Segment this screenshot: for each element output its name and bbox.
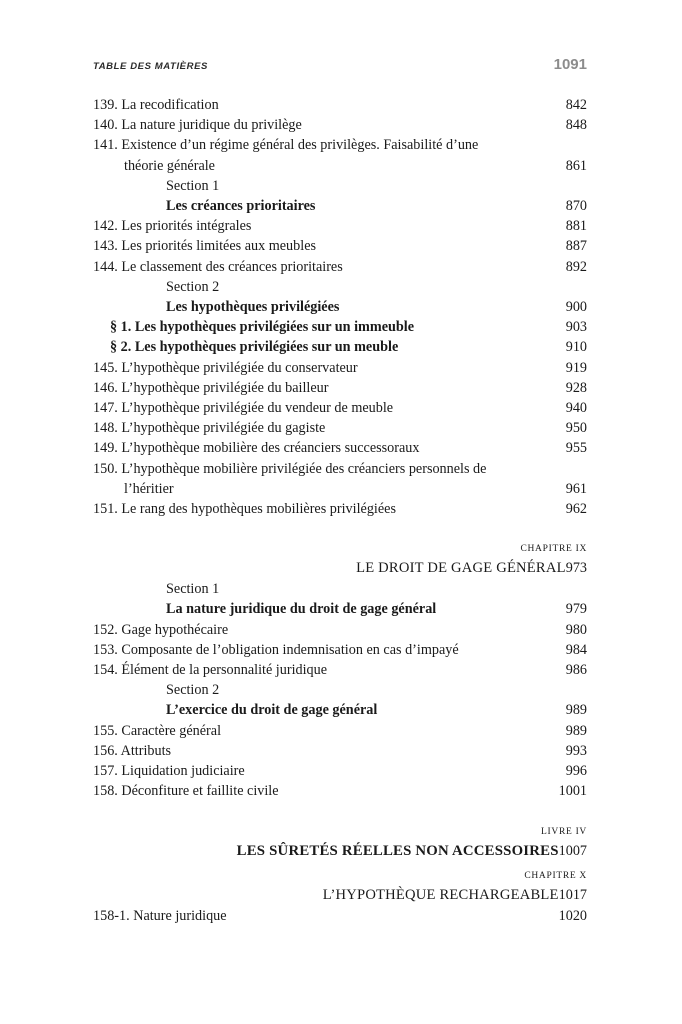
toc-entry-continuation[interactable] xyxy=(93,479,587,499)
block-spacer xyxy=(93,519,587,541)
toc-entry-page-number: 980 xyxy=(565,621,587,638)
toc-entry-page-number: 842 xyxy=(565,97,587,113)
toc-entry-page-number: 881 xyxy=(565,218,587,235)
toc-entry-label: 148. L’hypothèque privilégiée du gagiste xyxy=(93,420,326,437)
toc-entry[interactable] xyxy=(93,418,587,438)
running-head-title: TABLE DES MATIÈRES xyxy=(93,61,208,72)
toc-entry-label: 146. L’hypothèque privilégiée du bailleur xyxy=(93,379,329,396)
toc-entry-label: 154. Élément de la personnalité juridique xyxy=(93,662,328,679)
toc-paragraph-entry[interactable] xyxy=(93,317,587,337)
toc-entry[interactable] xyxy=(93,721,587,741)
toc-entry[interactable] xyxy=(93,438,587,458)
toc-entry-label: 139. La recodification xyxy=(93,97,219,113)
toc-entry-page-number: 986 xyxy=(565,662,587,679)
toc-paragraph-entry[interactable] xyxy=(93,337,587,357)
toc-entry[interactable] xyxy=(93,236,587,256)
toc-entry[interactable] xyxy=(93,378,587,398)
toc-entry-label: 151. Le rang des hypothèques mobilières privilégiées xyxy=(93,501,396,518)
toc-entry-label: 141. Existence d’un régime général des privilèges. Faisabilité d’une xyxy=(93,137,479,154)
toc-entry-page-number: 1020 xyxy=(558,907,587,924)
toc-section-title[interactable] xyxy=(93,297,587,317)
toc-part-kicker[interactable] xyxy=(93,868,587,885)
toc-entry-label: LES SÛRETÉS RÉELLES NON ACCESSOIRES xyxy=(236,842,559,859)
toc-entry-page-number: 989 xyxy=(565,702,587,719)
toc-entry-page-number: 955 xyxy=(565,440,587,457)
toc-entry-page-number: 1017 xyxy=(558,886,587,903)
toc-entry[interactable] xyxy=(93,398,587,418)
toc-entry[interactable] xyxy=(93,620,587,640)
toc-entry-label: 155. Caractère général xyxy=(93,722,222,739)
toc-entry-label: 144. Le classement des créances prioritaires xyxy=(93,258,343,275)
toc-part-kicker[interactable] xyxy=(93,824,587,841)
toc-entry-label: LE DROIT DE GAGE GÉNÉRAL xyxy=(356,560,566,577)
toc-entry-label: 156. Attributs xyxy=(93,742,172,759)
toc-part-heading[interactable] xyxy=(93,885,587,906)
toc-entry[interactable] xyxy=(93,95,587,115)
toc-section-label[interactable] xyxy=(93,277,587,297)
toc-entry-label: l’héritier xyxy=(124,480,174,497)
toc-entry-page-number: 979 xyxy=(565,601,587,618)
toc-entry-page-number: 1001 xyxy=(558,783,587,800)
running-head-folio: 1091 xyxy=(553,56,587,73)
toc-entry-label: théorie générale xyxy=(124,157,215,174)
toc-part-heading[interactable] xyxy=(93,841,587,862)
block-spacer xyxy=(93,802,587,824)
toc-entry[interactable] xyxy=(93,115,587,135)
toc-entry-label: 149. L’hypothèque mobilière des créanciers successoraux xyxy=(93,440,420,457)
toc-entry-label: 143. Les priorités limitées aux meubles xyxy=(93,238,317,255)
toc-section-label[interactable] xyxy=(93,176,587,196)
toc-entry-page-number: 887 xyxy=(565,238,587,255)
toc-entry-page-number: 903 xyxy=(565,319,587,336)
toc-entry-label: L’exercice du droit de gage général xyxy=(166,702,378,719)
toc-entry-page-number: 870 xyxy=(565,198,587,215)
toc-entry-page-number: 900 xyxy=(565,299,587,316)
toc-entry-label: Les hypothèques privilégiées xyxy=(166,299,340,316)
toc-entry-label: La nature juridique du droit de gage général xyxy=(166,601,437,618)
toc-part-kicker[interactable] xyxy=(93,541,587,558)
toc-entry-label: CHAPITRE X xyxy=(524,870,587,881)
toc-entry-label: 140. La nature juridique du privilège xyxy=(93,117,302,134)
toc-entry-label: L’HYPOTHÈQUE RECHARGEABLE xyxy=(322,886,559,903)
toc-entry-page-number: 993 xyxy=(565,742,587,759)
toc-entry-label: § 2. Les hypothèques privilégiées sur un meuble xyxy=(110,339,399,356)
toc-entry[interactable] xyxy=(93,459,587,479)
toc-entry-page-number: 973 xyxy=(565,560,587,577)
toc-section-label[interactable] xyxy=(93,680,587,700)
toc-entry[interactable] xyxy=(93,257,587,277)
toc-section-title[interactable] xyxy=(93,599,587,619)
toc-entry-label: 158. Déconfiture et faillite civile xyxy=(93,783,279,800)
toc-entry-label: Section 1 xyxy=(166,177,220,194)
toc-entry-page-number: 989 xyxy=(565,722,587,739)
toc-entry-page-number: 961 xyxy=(565,480,587,497)
toc-entry-continuation[interactable] xyxy=(93,156,587,176)
toc-entry-label: CHAPITRE IX xyxy=(520,544,587,555)
toc-entry-label: Section 2 xyxy=(166,682,220,699)
table-of-contents xyxy=(93,95,587,926)
toc-entry-page-number: 1007 xyxy=(558,842,587,859)
toc-entry-page-number: 984 xyxy=(565,641,587,658)
toc-part-heading[interactable] xyxy=(93,558,587,579)
toc-entry-page-number: 910 xyxy=(565,339,587,356)
toc-entry-page-number: 892 xyxy=(565,258,587,275)
toc-entry-label: Les créances prioritaires xyxy=(166,198,316,215)
toc-entry-page-number: 861 xyxy=(565,157,587,174)
toc-entry-page-number: 950 xyxy=(565,420,587,437)
toc-entry[interactable] xyxy=(93,781,587,801)
toc-entry-label: 142. Les priorités intégrales xyxy=(93,218,252,235)
toc-entry[interactable] xyxy=(93,741,587,761)
toc-entry[interactable] xyxy=(93,761,587,781)
toc-entry-label: 145. L’hypothèque privilégiée du conservateur xyxy=(93,359,358,376)
toc-entry[interactable] xyxy=(93,216,587,236)
toc-section-title[interactable] xyxy=(93,196,587,216)
toc-entry[interactable] xyxy=(93,358,587,378)
toc-entry-label: § 1. Les hypothèques privilégiées sur un immeuble xyxy=(110,319,415,336)
toc-entry-label: Section 2 xyxy=(166,278,220,295)
toc-entry-page-number: 848 xyxy=(565,117,587,134)
toc-entry[interactable] xyxy=(93,135,587,155)
toc-entry[interactable] xyxy=(93,499,587,519)
toc-entry[interactable] xyxy=(93,640,587,660)
toc-entry-label: 150. L’hypothèque mobilière privilégiée des créanciers personnels de xyxy=(93,460,487,477)
toc-entry[interactable] xyxy=(93,660,587,680)
toc-entry-label: Section 1 xyxy=(166,581,220,598)
toc-section-title[interactable] xyxy=(93,700,587,720)
toc-entry-label: 152. Gage hypothécaire xyxy=(93,621,229,638)
toc-entry-page-number: 940 xyxy=(565,400,587,417)
toc-entry-label: 158-1. Nature juridique xyxy=(93,907,227,924)
toc-entry-page-number: 919 xyxy=(565,359,587,376)
toc-entry[interactable] xyxy=(93,906,587,926)
running-head xyxy=(93,56,587,73)
toc-entry-label: LIVRE IV xyxy=(541,826,587,837)
toc-entry-page-number: 928 xyxy=(565,379,587,396)
toc-entry-label: 147. L’hypothèque privilégiée du vendeur de meuble xyxy=(93,400,394,417)
toc-section-label[interactable] xyxy=(93,579,587,599)
toc-entry-page-number: 962 xyxy=(565,501,587,518)
toc-entry-label: 157. Liquidation judiciaire xyxy=(93,763,245,780)
toc-entry-label: 153. Composante de l’obligation indemnisation en cas d’impayé xyxy=(93,641,459,658)
toc-entry-page-number: 996 xyxy=(565,763,587,780)
